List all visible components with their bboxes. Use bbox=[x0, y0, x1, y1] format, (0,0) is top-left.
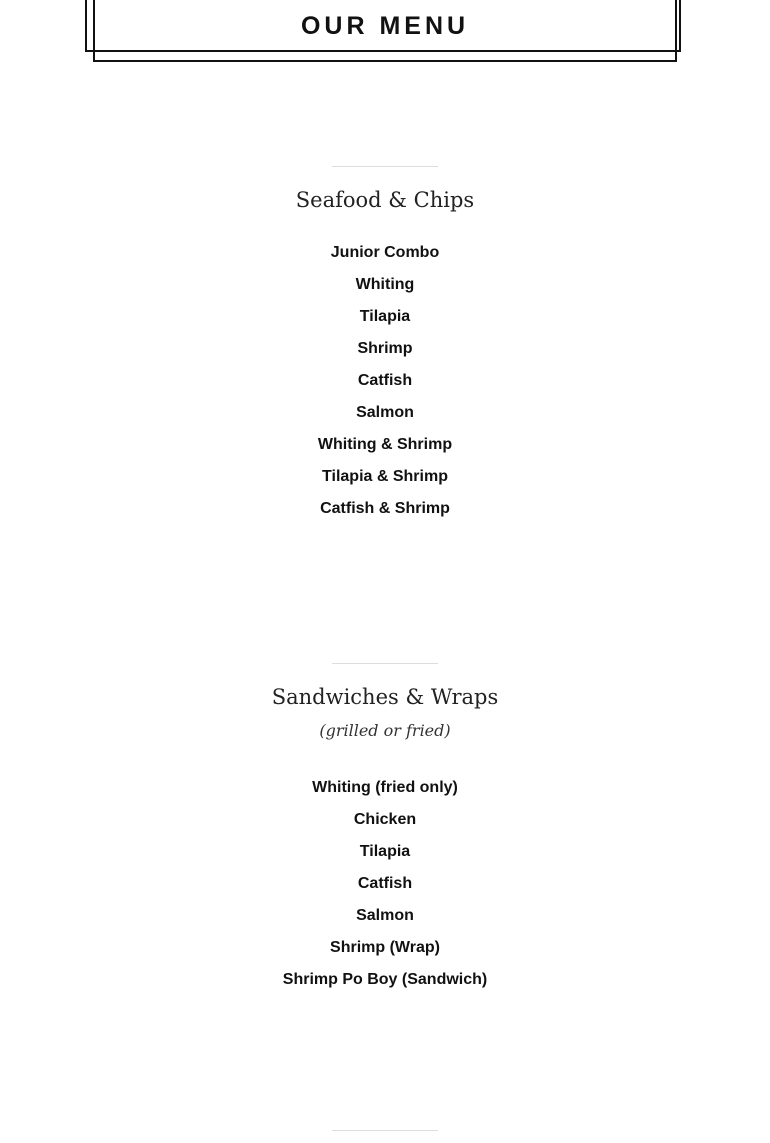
menu-item: Catfish bbox=[357, 372, 413, 389]
menu-item: Salmon bbox=[356, 404, 414, 421]
section-title: Seafood & Chips bbox=[295, 188, 475, 212]
menu-item: Tilapia & Shrimp bbox=[322, 468, 448, 485]
section-subtitle: (grilled or fried) bbox=[319, 721, 451, 740]
menu-item: Shrimp bbox=[357, 340, 413, 357]
menu-item-list bbox=[0, 237, 770, 525]
menu-item: Whiting (fried only) bbox=[312, 779, 458, 796]
menu-item: Chicken bbox=[353, 811, 417, 828]
menu-item: Tilapia bbox=[359, 308, 411, 325]
section-divider bbox=[332, 663, 438, 664]
section-sandwiches-wraps bbox=[0, 663, 770, 996]
menu-header bbox=[0, 0, 770, 70]
section-title: Sandwiches & Wraps bbox=[271, 685, 499, 709]
menu-item: Tilapia bbox=[359, 843, 411, 860]
section-next bbox=[0, 1130, 770, 1131]
section-divider bbox=[332, 1130, 438, 1131]
menu-item: Shrimp (Wrap) bbox=[330, 939, 440, 956]
section-divider bbox=[332, 166, 438, 167]
section-seafood-chips bbox=[0, 166, 770, 525]
menu-item: Shrimp Po Boy (Sandwich) bbox=[282, 971, 488, 988]
menu-item: Junior Combo bbox=[330, 244, 440, 261]
menu-item: Catfish bbox=[357, 875, 413, 892]
menu-item-list bbox=[0, 772, 770, 996]
menu-item: Whiting & Shrimp bbox=[317, 436, 453, 453]
menu-item: Catfish & Shrimp bbox=[320, 500, 450, 517]
menu-item: Whiting bbox=[355, 276, 415, 293]
page-title: OUR MENU bbox=[300, 12, 470, 40]
menu-item: Salmon bbox=[356, 907, 414, 924]
